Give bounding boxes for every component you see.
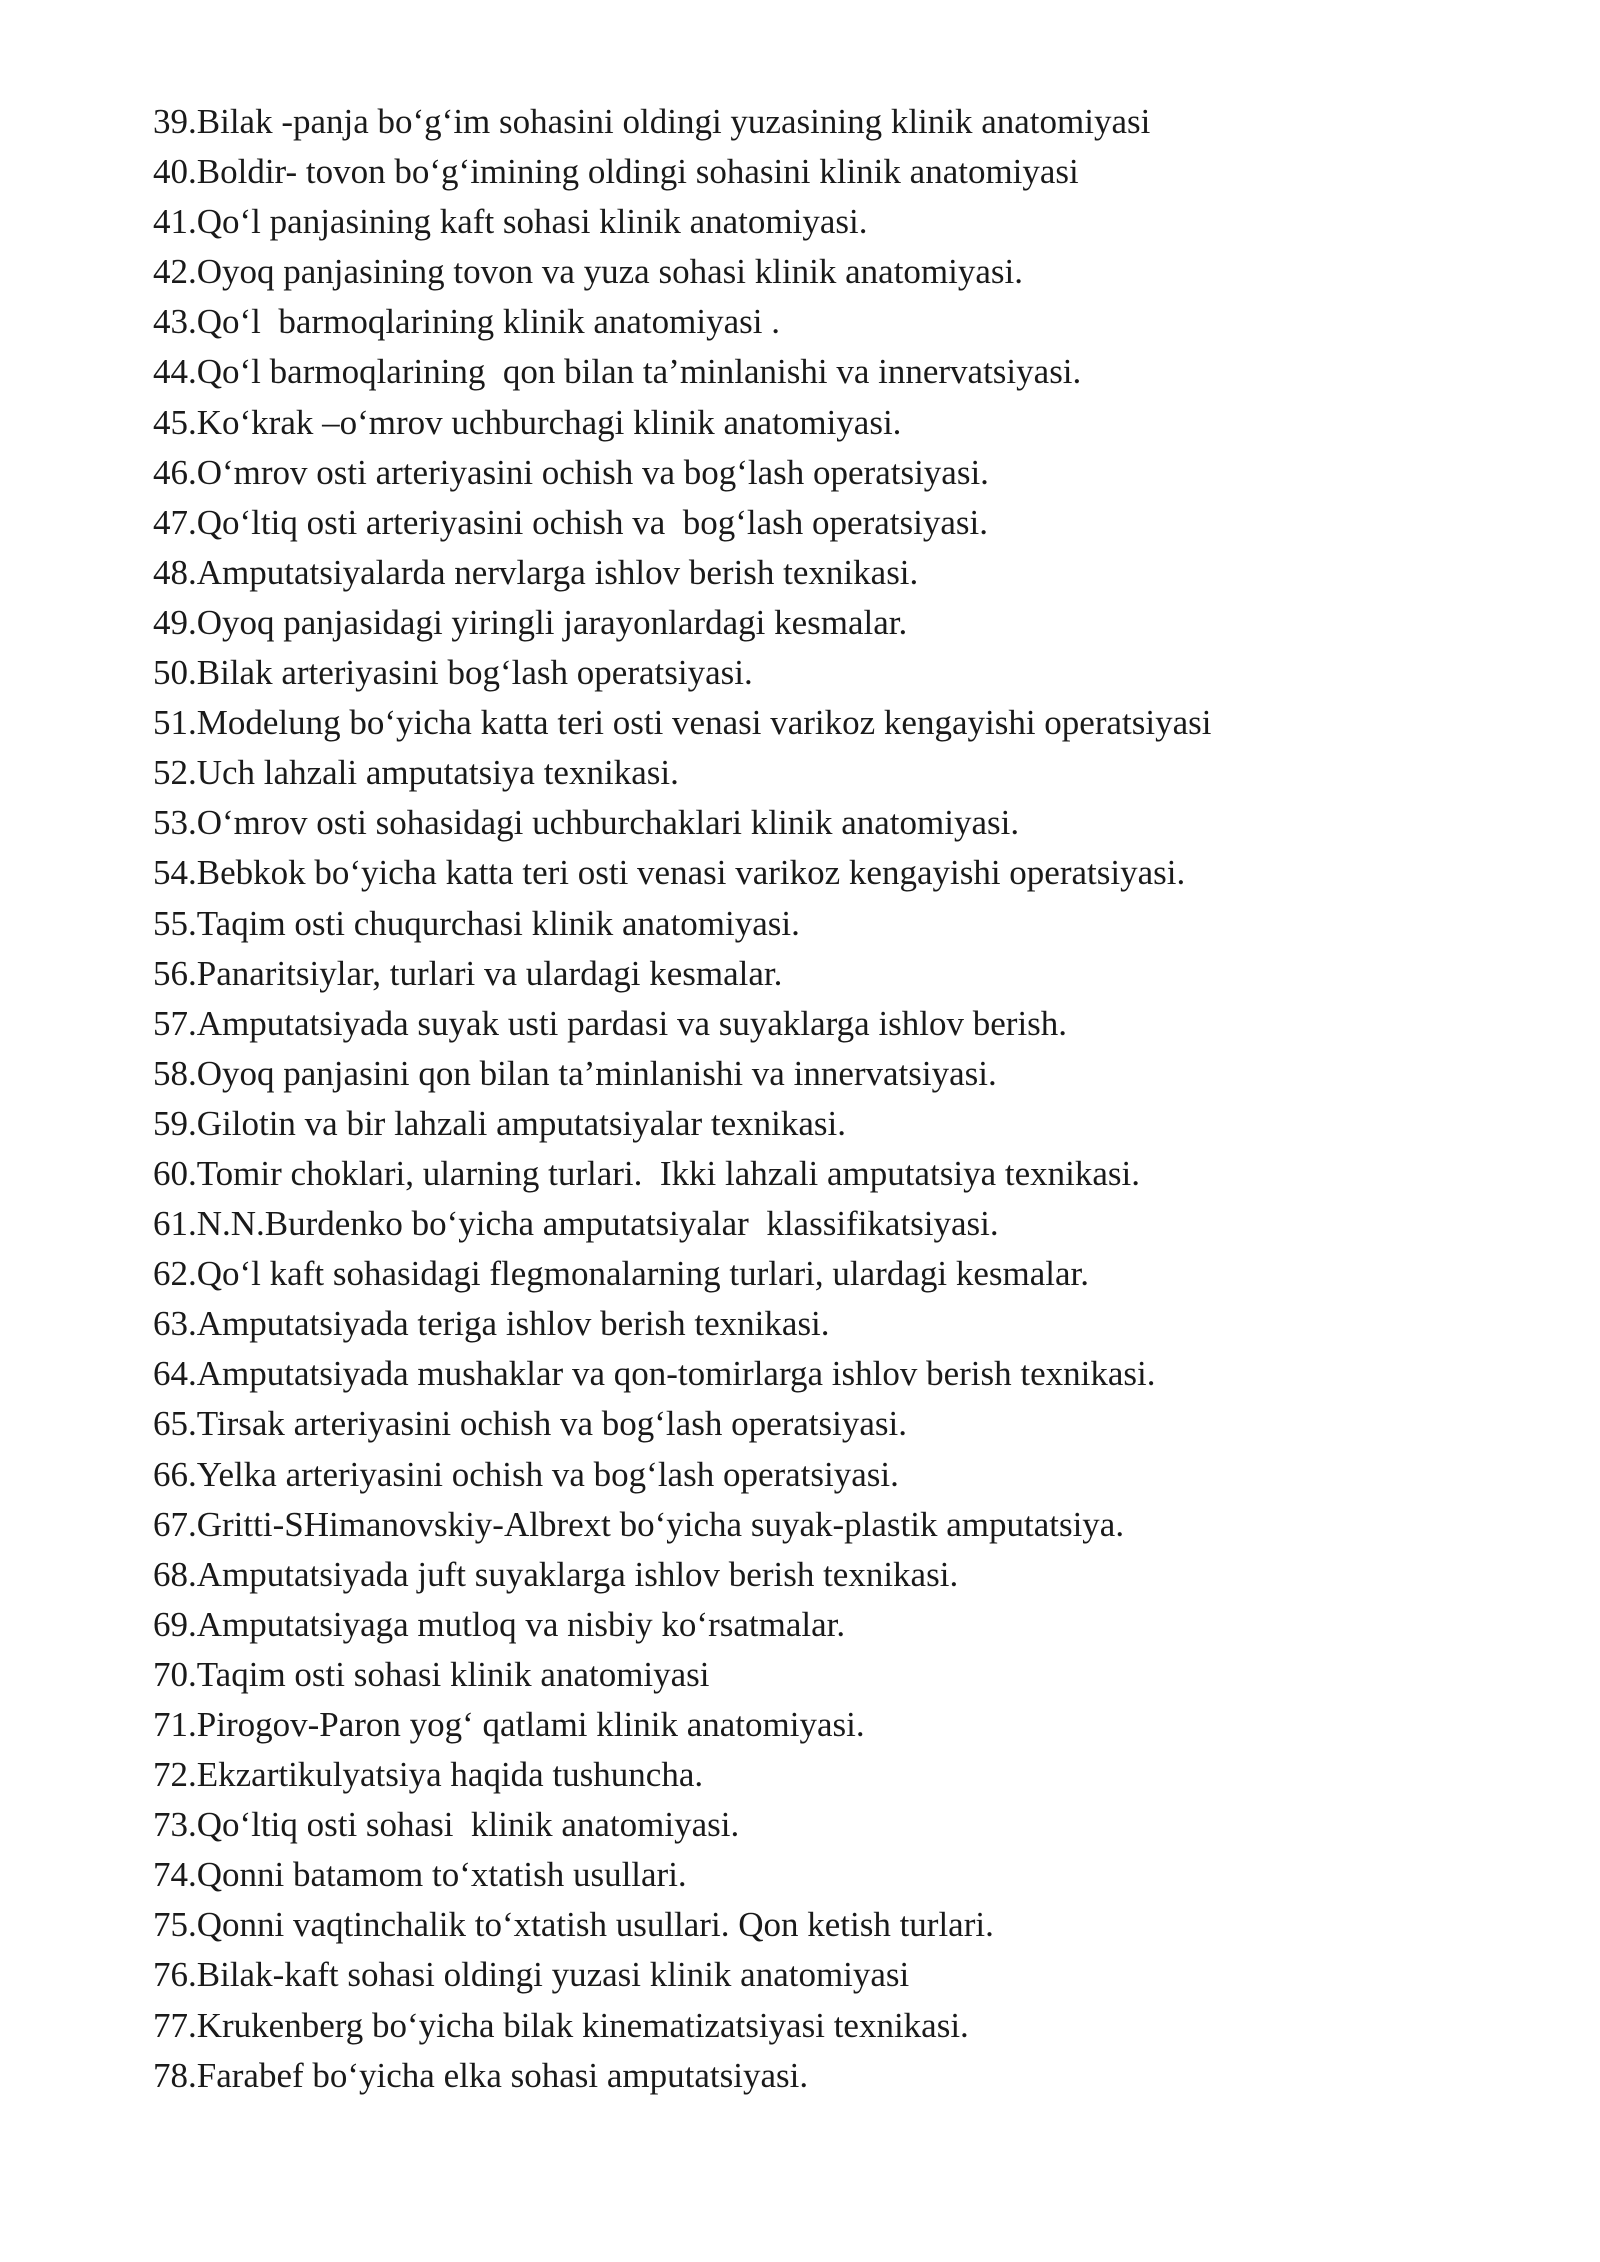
- list-item: 73.Qo‘ltiq osti sohasi klinik anatomiyasi.: [153, 1805, 740, 1845]
- list-item: 47.Qo‘ltiq osti arteriyasini ochish va bog‘lash operatsiyasi.: [153, 502, 988, 542]
- list-item: 66.Yelka arteriyasini ochish va bog‘lash operatsiyasi.: [153, 1454, 899, 1494]
- list-item: 40.Boldir- tovon bo‘g‘imining oldingi sohasini klinik anatomiyasi: [153, 152, 1079, 192]
- list-item: 71.Pirogov-Paron yog‘ qatlami klinik anatomiyasi.: [153, 1705, 865, 1744]
- list-item: 63.Amputatsiyada teriga ishlov berish texnikasi.: [153, 1304, 830, 1344]
- list-item: 61.N.N.Burdenko bo‘yicha amputatsiyalar klassifikatsiyasi.: [153, 1204, 999, 1244]
- list-item: 76.Bilak-kaft sohasi oldingi yuzasi klinik anatomiyasi: [153, 1955, 910, 1995]
- list-item: 78.Farabef bo‘yicha elka sohasi amputatsiyasi.: [153, 2055, 809, 2095]
- list-item: 46.O‘mrov osti arteriyasini ochish va bog‘lash operatsiyasi.: [153, 452, 989, 492]
- list-item: 75.Qonni vaqtinchalik to‘xtatish usullari. Qon ketish turlari.: [153, 1905, 994, 1945]
- list-item: 58.Oyoq panjasini qon bilan ta’minlanishi va innervatsiyasi.: [153, 1053, 997, 1093]
- list-item: 64.Amputatsiyada mushaklar va qon-tomirlarga ishlov berish texnikasi.: [153, 1354, 1156, 1394]
- list-item: 43.Qo‘l barmoqlarining klinik anatomiyasi .: [153, 302, 780, 342]
- list-item: 39.Bilak -panja bo‘g‘im sohasini oldingi yuzasining klinik anatomiyasi: [153, 102, 1151, 141]
- list-item: 74.Qonni batamom to‘xtatish usullari.: [153, 1855, 687, 1895]
- list-item: 68.Amputatsiyada juft suyaklarga ishlov berish texnikasi.: [153, 1554, 959, 1594]
- list-item: 42.Oyoq panjasining tovon va yuza sohasi klinik anatomiyasi.: [153, 252, 1024, 292]
- list-item: 53.O‘mrov osti sohasidagi uchburchaklari klinik anatomiyasi.: [153, 803, 1020, 843]
- list-item: 69.Amputatsiyaga mutloq va nisbiy ko‘rsatmalar.: [153, 1604, 846, 1644]
- list-item: 45.Ko‘krak –o‘mrov uchburchagi klinik anatomiyasi.: [153, 402, 902, 442]
- list-item: 50.Bilak arteriyasini bog‘lash operatsiyasi.: [153, 653, 753, 693]
- list-item: 44.Qo‘l barmoqlarining qon bilan ta’minlanishi va innervatsiyasi.: [153, 352, 1082, 392]
- list-item: 62.Qo‘l kaft sohasidagi flegmonalarning turlari, ulardagi kesmalar.: [153, 1254, 1089, 1294]
- list-item: 48.Amputatsiyalarda nervlarga ishlov berish texnikasi.: [153, 552, 919, 592]
- question-list: [153, 97, 1553, 2101]
- list-item: 77.Krukenberg bo‘yicha bilak kinematizatsiyasi texnikasi.: [153, 2005, 969, 2045]
- list-item: 70.Taqim osti sohasi klinik anatomiyasi: [153, 1654, 710, 1694]
- list-item: 51.Modelung bo‘yicha katta teri osti venasi varikoz kengayishi operatsiyasi: [153, 703, 1212, 743]
- list-item: 49.Oyoq panjasidagi yiringli jarayonlardagi kesmalar.: [153, 602, 908, 642]
- list-item: 72.Ekzartikulyatsiya haqida tushuncha.: [153, 1755, 704, 1795]
- list-item: 54.Bebkok bo‘yicha katta teri osti venasi varikoz kengayishi operatsiyasi.: [153, 853, 1186, 893]
- list-item: 57.Amputatsiyada suyak usti pardasi va suyaklarga ishlov berish.: [153, 1003, 1068, 1043]
- list-item: 59.Gilotin va bir lahzali amputatsiyalar texnikasi.: [153, 1103, 847, 1143]
- list-item: 41.Qo‘l panjasining kaft sohasi klinik anatomiyasi.: [153, 202, 868, 242]
- list-item: 67.Gritti-SHimanovskiy-Albrext bo‘yicha suyak-plastik amputatsiya.: [153, 1504, 1125, 1544]
- list-item: 60.Tomir choklari, ularning turlari. Ikki lahzali amputatsiya texnikasi.: [153, 1153, 1141, 1193]
- list-item: 65.Tirsak arteriyasini ochish va bog‘lash operatsiyasi.: [153, 1404, 907, 1444]
- list-item: 55.Taqim osti chuqurchasi klinik anatomiyasi.: [153, 903, 800, 943]
- list-item: 56.Panaritsiylar, turlari va ulardagi kesmalar.: [153, 953, 783, 993]
- list-item: 52.Uch lahzali amputatsiya texnikasi.: [153, 753, 679, 793]
